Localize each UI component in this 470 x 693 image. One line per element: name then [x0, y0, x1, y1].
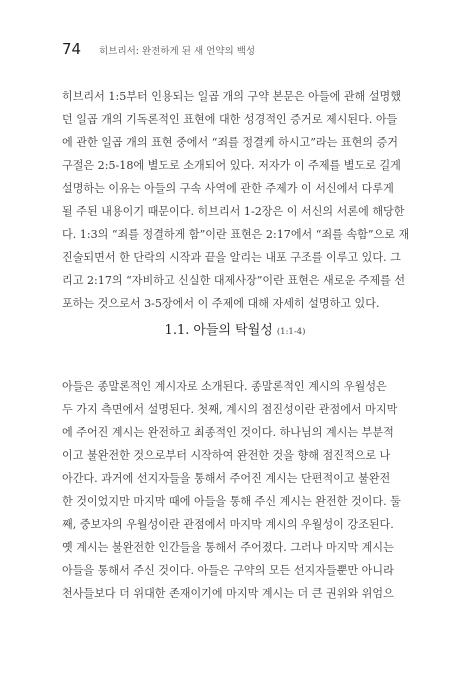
- text-line: 두 가지 측면에서 설명된다. 첫째, 계시의 점진성이란 관점에서 마지막: [62, 403, 398, 416]
- page-number: 74: [62, 40, 82, 58]
- text-line: 아들을 통해서 주신 것이다. 아들은 구약의 모든 선지자들뿐만 아니라: [62, 564, 394, 577]
- text-line: 천사들보다 더 위대한 존재이기에 마지막 계시는 더 큰 권위와 위엄으: [62, 587, 394, 600]
- text-line: 이고 불완전한 것으로부터 시작하여 완전한 것을 향해 점진적으로 나: [62, 449, 391, 462]
- body-paragraph: [62, 375, 413, 605]
- section-heading: [0, 319, 470, 338]
- text-line: 진술되면서 한 단락의 시작과 끝을 알리는 내포 구조를 이루고 있다. 그: [62, 251, 401, 264]
- text-line: 던 일곱 개의 기독론적인 표현에 대한 성경적인 증거로 제시된다. 아들: [62, 113, 398, 126]
- text-line: 째, 중보자의 우월성이란 관점에서 마지막 계시의 우월성이 강조된다.: [62, 518, 394, 531]
- body-paragraph: [62, 85, 413, 315]
- text-line: 될 주된 내용이기 때문이다. 히브리서 1-2장은 이 서신의 서론에 해당한: [62, 205, 405, 218]
- section-title: 아들의 탁월성: [193, 323, 273, 338]
- text-line: 포하는 것으로서 3-5장에서 이 주제에 대해 자세히 설명하고 있다.: [62, 297, 380, 310]
- text-line: 구절은 2:5-18에 별도로 소개되어 있다. 저자가 이 주제를 별도로 길게: [62, 159, 401, 172]
- text-line: 다. 1:3의 “죄를 정결하게 함”이란 표현은 2:17에서 “죄를 속함”으로 재: [62, 228, 410, 241]
- text-line: 옛 계시는 불완전한 인간들을 통해서 주어졌다. 그러나 마지막 계시는: [62, 541, 394, 554]
- text-line: 한 것이었지만 마지막 때에 아들을 통해 주신 계시는 완전한 것이다. 둘: [62, 495, 401, 508]
- text-line: 아들은 종말론적인 계시자로 소개된다. 종말론적인 계시의 우월성은: [62, 380, 387, 393]
- section-number: 1.1.: [164, 323, 190, 338]
- text-line: 에 주어진 계시는 완전하고 최종적인 것이다. 하나님의 계시는 부분적: [62, 426, 394, 439]
- section-reference: (1:1-4): [276, 327, 306, 337]
- text-line: 에 관한 일곱 개의 표현 중에서 “죄를 정결케 하시고”라는 표현의 증거: [62, 136, 398, 149]
- text-line: 아간다. 과거에 선지자들을 통해서 주어진 계시는 단편적이고 불완전: [62, 472, 391, 485]
- text-line: 설명하는 이유는 아들의 구속 사역에 관한 주제가 이 서신에서 다루게: [62, 182, 394, 195]
- running-title: 히브리서: 완전하게 된 새 언약의 백성: [99, 46, 256, 57]
- text-line: 리고 2:17의 “자비하고 신실한 대제사장”이란 표현은 새로운 주제를 선: [62, 274, 406, 287]
- text-line: 히브리서 1:5부터 인용되는 일곱 개의 구약 본문은 아들에 관해 설명했: [62, 90, 401, 103]
- page-header: [62, 40, 255, 60]
